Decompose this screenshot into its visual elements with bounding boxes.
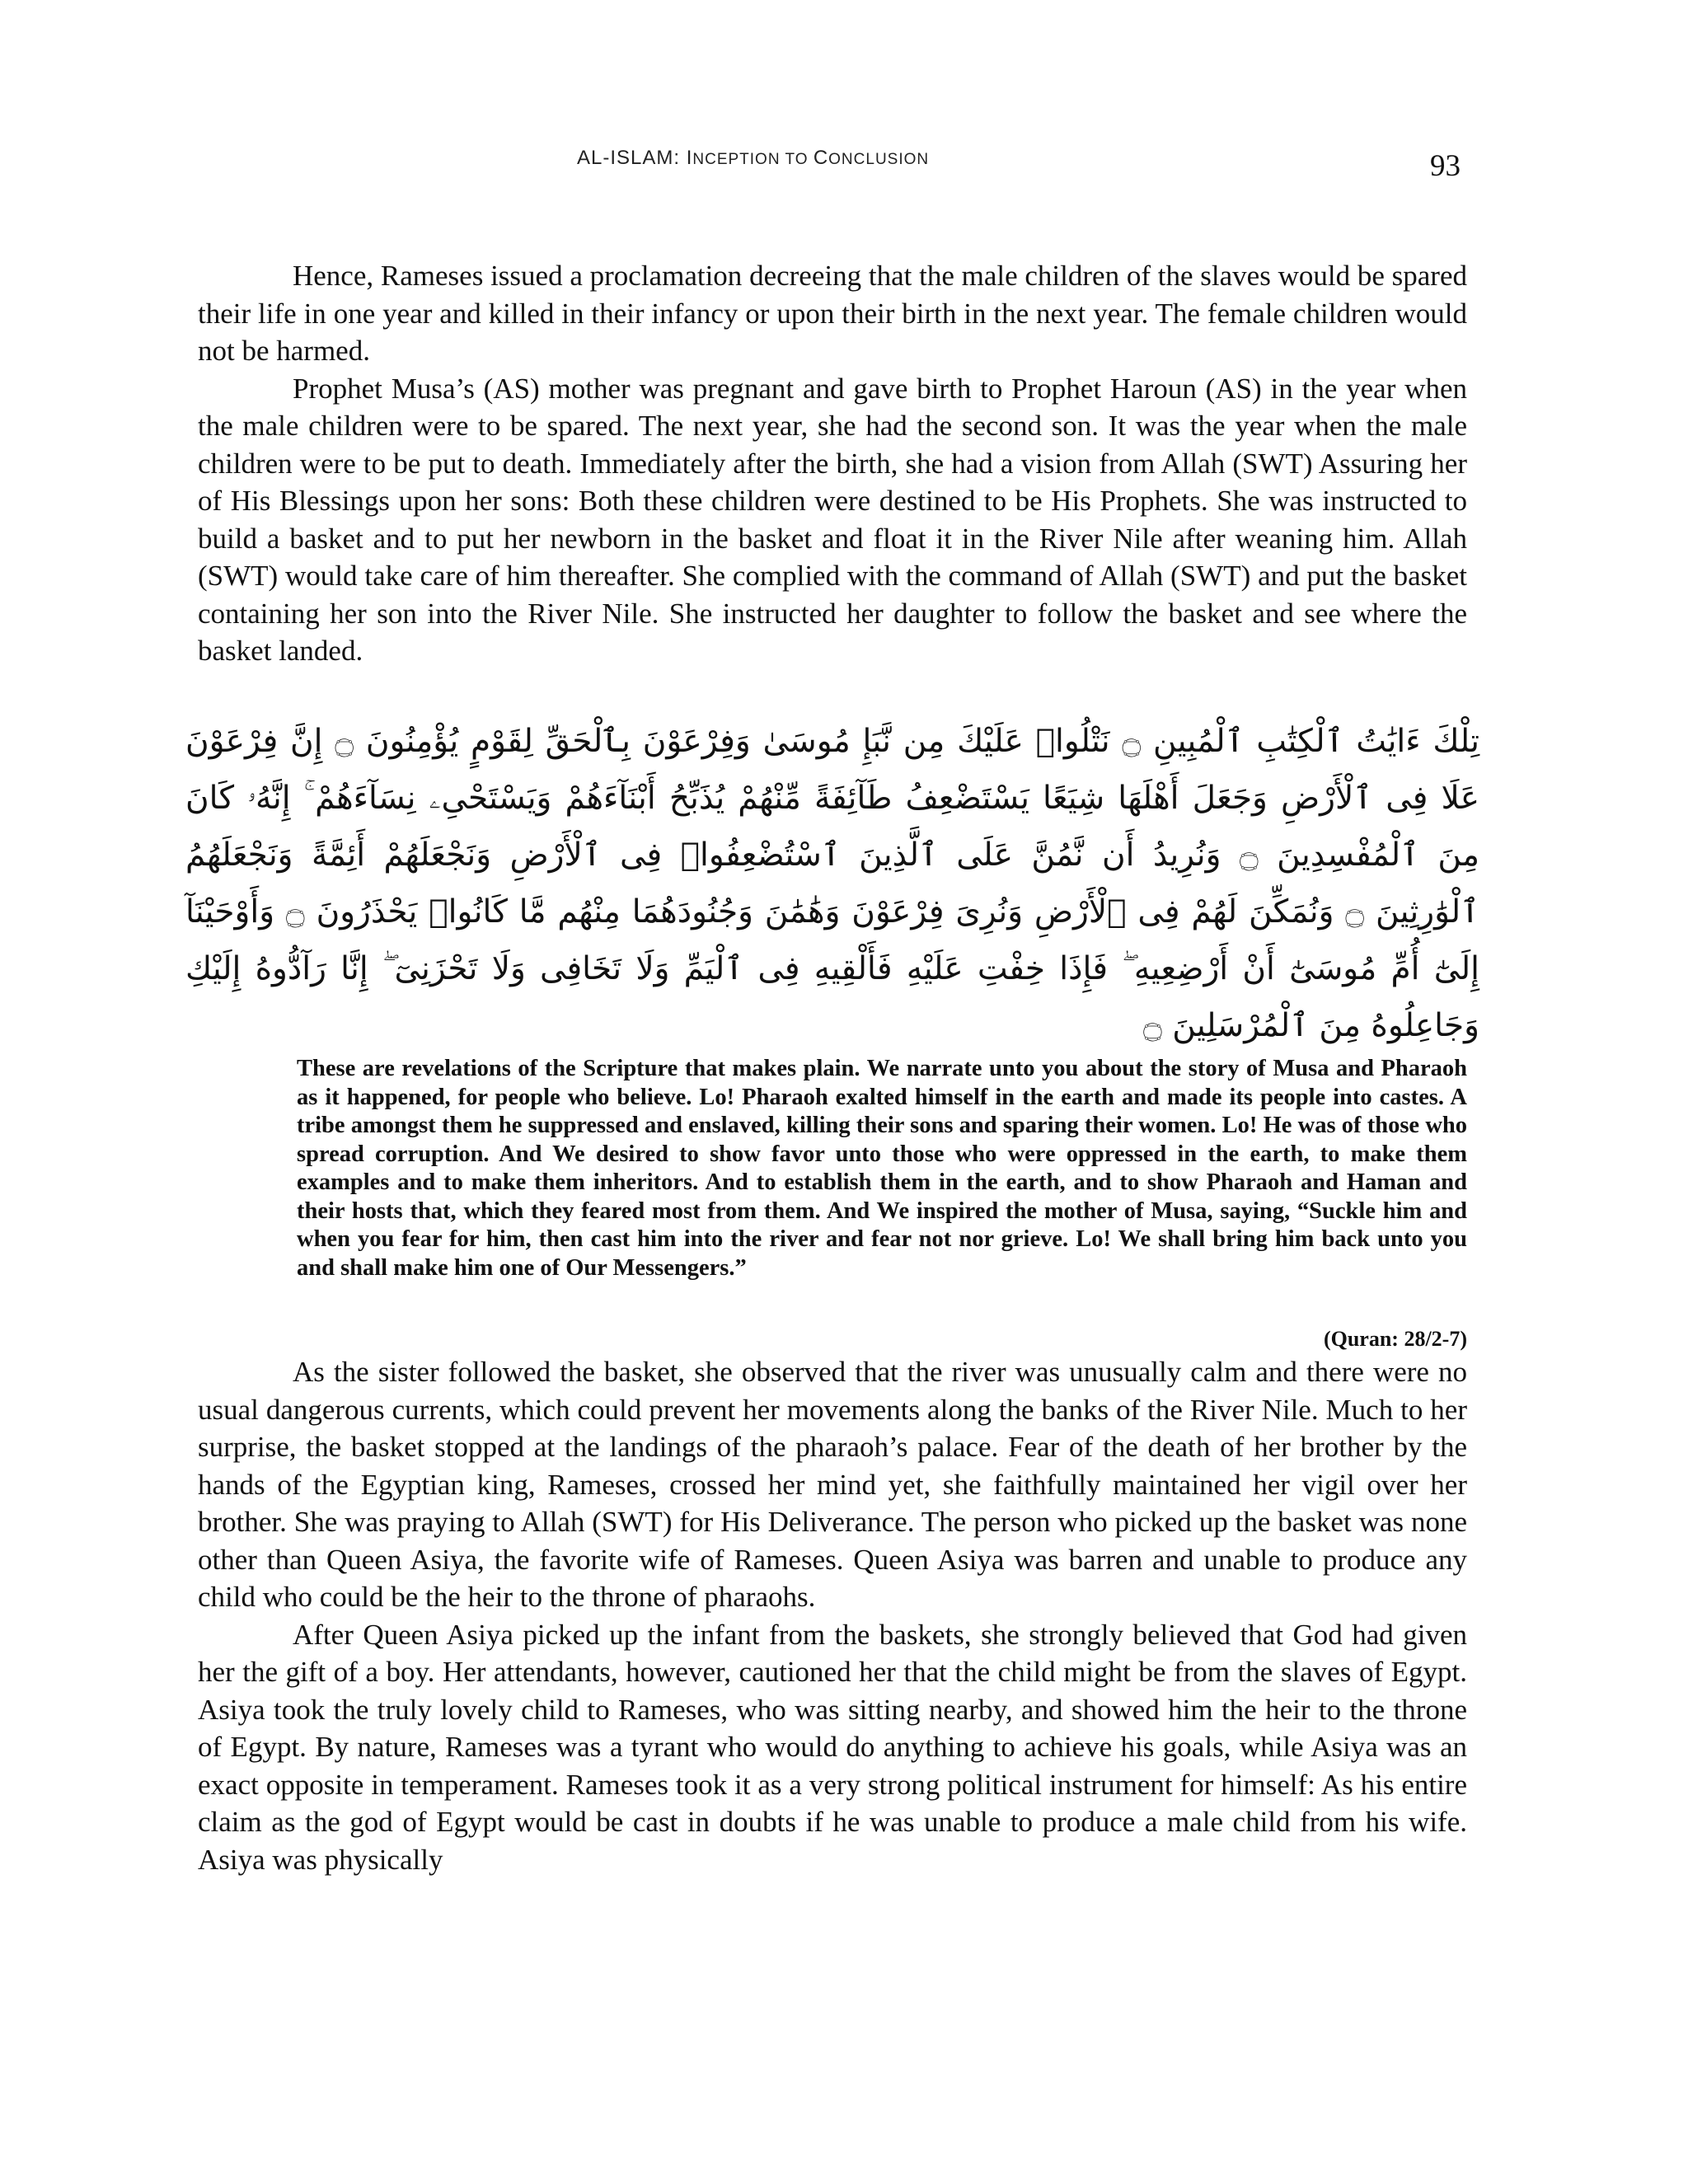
page-number: 93 xyxy=(1430,149,1461,183)
paragraph: Prophet Musa’s (AS) mother was pregnant and gave birth to Prophet Haroun (AS) in the year when the male children were to be spared. The next year, she had the second son. It was the year when the male children were to be put to death. Immediately after the birth, she had a vision from Allah (SWT) Assuring her of His Blessings upon her sons: Both these children were destined to be His Prophets. She was instructed to build a basket and to put her newborn in the basket and float it in the River Nile after weaning him. Allah (SWT) would take care of him thereafter. She complied with the command of Allah (SWT) and put the basket containing her son into the River Nile. She instructed her daughter to follow the basket and see where the basket landed. xyxy=(198,372,1467,667)
running-head-cap-2: C xyxy=(813,147,829,169)
running-head-caps: AL-ISLAM: I xyxy=(577,147,693,169)
body-text-before-quote xyxy=(198,257,1467,670)
paragraph: Hence, Rameses issued a proclamation decreeing that the male children of the slaves would be spared their life in one year and killed in their infancy or upon their birth in the next year. The female children would not be harmed. xyxy=(198,260,1467,367)
running-head-small-1: NCEPTION TO xyxy=(692,151,814,168)
body-text-after-quote xyxy=(198,1353,1467,1878)
quran-arabic-text: تِلْكَ ءَايَٰتُ ٱلْكِتَٰبِ ٱلْمُبِينِ ۝ نَتْلُوا۟ عَلَيْكَ مِن نَّبَإِ مُوسَىٰ وَفِرْعَوْنَ بِٱلْحَقِّ لِقَوْمٍ يُؤْمِنُونَ ۝ إِنَّ فِرْعَوْنَ عَلَا فِى ٱلْأَرْضِ وَجَعَلَ أَهْلَهَا شِيَعًا يَسْتَضْعِفُ طَآئِفَةً مِّنْهُمْ يُذَبِّحُ أَبْنَآءَهُمْ وَيَسْتَحْىِۦ نِسَآءَهُمْ ۚ إِنَّهُۥ كَانَ مِنَ ٱلْمُفْسِدِينَ ۝ وَنُرِيدُ أَن نَّمُنَّ عَلَى ٱلَّذِينَ ٱسْتُضْعِفُوا۟ فِى ٱلْأَرْضِ وَنَجْعَلَهُمْ أَئِمَّةً وَنَجْعَلَهُمُ ٱلْوَٰرِثِينَ ۝ وَنُمَكِّنَ لَهُمْ فِى ٱلْأَرْضِ وَنُرِىَ فِرْعَوْنَ وَهَٰمَٰنَ وَجُنُودَهُمَا مِنْهُم مَّا كَانُوا۟ يَحْذَرُونَ ۝ وَأَوْحَيْنَآ إِلَىٰٓ أُمِّ مُوسَىٰٓ أَنْ أَرْضِعِيهِ ۖ فَإِذَا خِفْتِ عَلَيْهِ فَأَلْقِيهِ فِى ٱلْيَمِّ وَلَا تَخَافِى وَلَا تَحْزَنِىٓ ۖ إِنَّا رَآدُّوهُ إِلَيْكِ وَجَاعِلُوهُ مِنَ ٱلْمُرْسَلِينَ ۝ xyxy=(185,723,1479,1044)
paragraph: As the sister followed the basket, she observed that the river was unusually calm and there were no usual dangerous currents, which could prevent her movements along the banks of the River Nile. Much to her surprise, the basket stopped at the landings of the pharaoh’s palace. Fear of the death of her brother by the hands of the Egyptian king, Rameses, crossed her mind yet, she faithfully maintained her vigil over her brother. She was praying to Allah (SWT) for His Deliverance. The person who picked up the basket was none other than Queen Asiya, the favorite wife of Rameses. Queen Asiya was barren and unable to produce any child who could be the heir to the throne of pharaohs. xyxy=(198,1356,1467,1613)
paragraph: After Queen Asiya picked up the infant from the baskets, she strongly believed that God had given her the gift of a boy. Her attendants, however, cautioned her that the child might be from the slaves of Egypt. Asiya took the truly lovely child to Rameses, who was sitting nearby, and showed him the heir to the throne of Egypt. By nature, Rameses was a tyrant who would do anything to achieve his goals, while Asiya was an exact opposite in temperament. Rameses took it as a very strong political instrument for himself: As his entire claim as the god of Egypt would be cast in doubts if he was unable to produce a male child from his wife. Asiya was physically xyxy=(198,1618,1467,1876)
quran-translation: These are revelations of the Scripture that makes plain. We narrate unto you about the story of Musa and Pharaoh as it happened, for people who believe. Lo! Pharaoh exalted himself in the earth and made its people into castes. A tribe amongst them he suppressed and enslaved, killing their sons and sparing their women. Lo! He was of those who spread corruption. And We desired to show favor unto those who were oppressed in the earth, to make them examples and to make them inheritors. And to establish them in the earth, and to show Pharaoh and Haman and their hosts that, which they feared most from them. And We inspired the mother of Musa, saying, “Suckle him and when you fear for him, then cast him into the river and fear not nor grieve. Lo! We shall bring him back unto you and shall make him one of Our Messengers.” xyxy=(297,1056,1467,1281)
running-head xyxy=(577,147,929,170)
running-head-small-2: ONCLUSION xyxy=(828,151,930,168)
quran-citation: (Quran: 28/2-7) xyxy=(1323,1327,1467,1351)
